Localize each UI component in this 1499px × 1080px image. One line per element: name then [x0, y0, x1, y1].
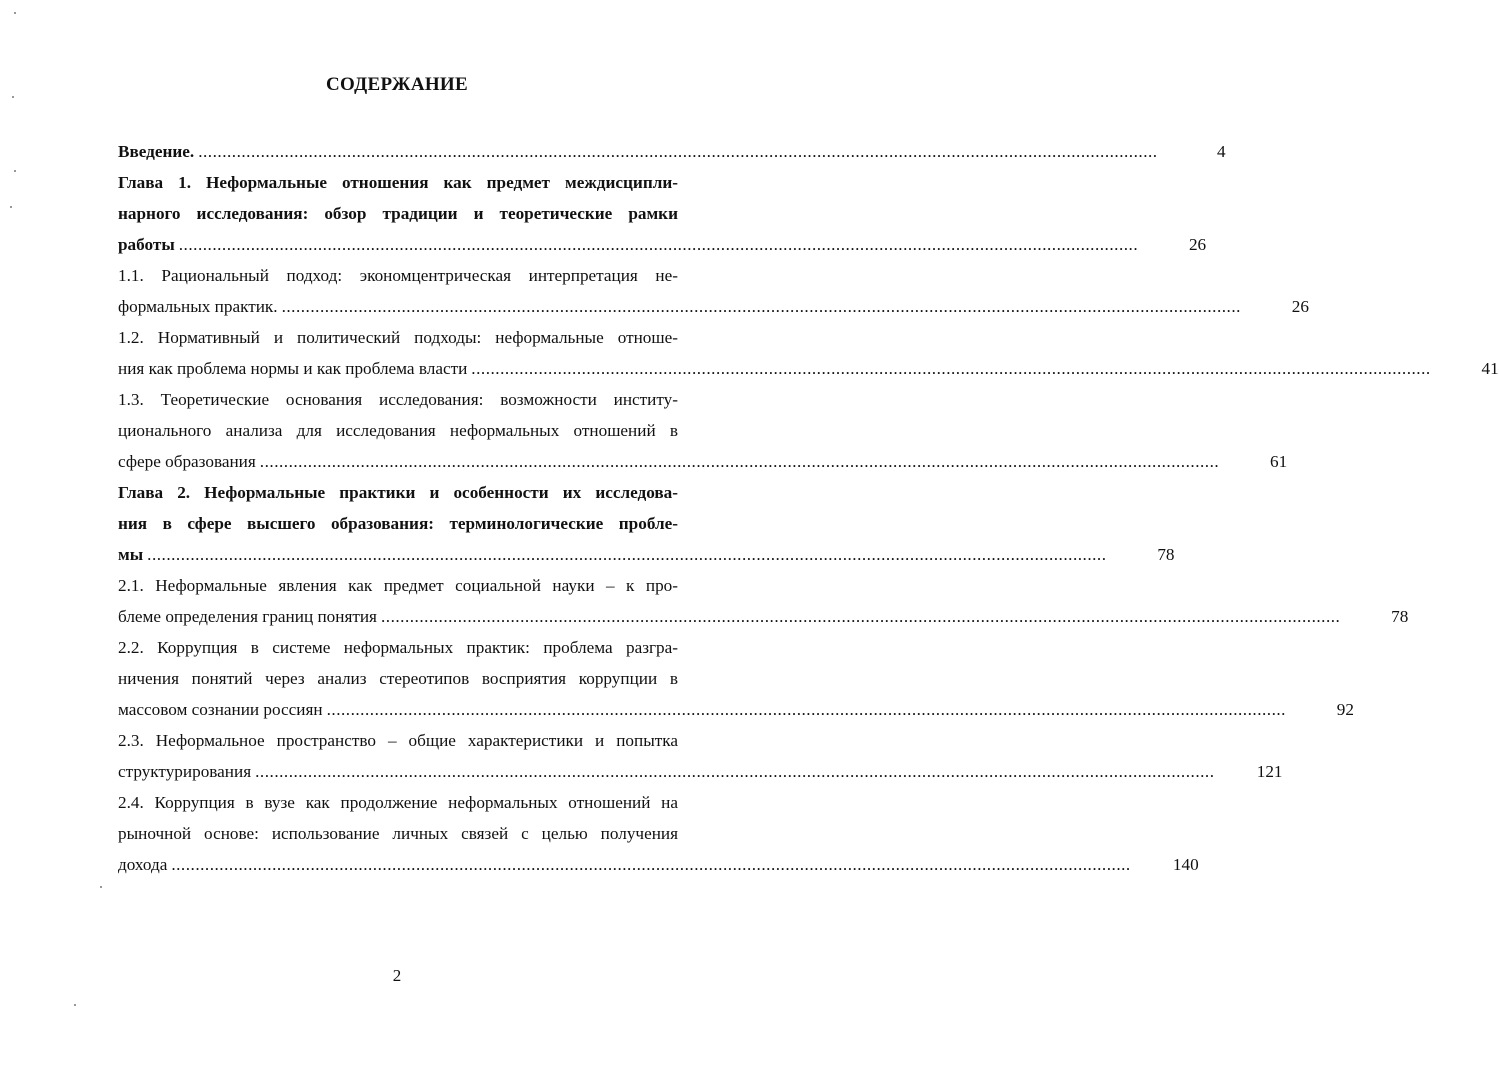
- dot-leader: ........................................................................................................................................................................................................: [178, 235, 1139, 254]
- scan-speck: [12, 96, 14, 98]
- toc-line: ционального анализа для исследования неформальных отношений в: [118, 421, 678, 440]
- toc-entry-text: дохода: [118, 855, 168, 874]
- toc-line: 1.2. Нормативный и политический подходы: неформальные отноше-: [118, 328, 678, 347]
- toc-page-number: 78: [1157, 545, 1175, 564]
- toc-entry-text: структурирования: [118, 762, 252, 781]
- dot-leader: ........................................................................................................................................................................................................: [380, 607, 1341, 626]
- toc-last-line: [118, 136, 1226, 167]
- toc-entry-intro: [118, 136, 1226, 167]
- toc-entry-section-1-2: [118, 322, 1499, 384]
- page-title: СОДЕРЖАНИЕ: [326, 74, 468, 95]
- toc-entry-text: сфере образования: [118, 452, 256, 471]
- toc-line: 2.2. Коррупция в системе неформальных практик: проблема разгра-: [118, 638, 678, 657]
- toc-entry-chapter-2: [118, 477, 1175, 570]
- toc-entry-text: мы: [118, 545, 144, 564]
- toc-page-number: 61: [1269, 452, 1288, 471]
- toc-entry-text: массовом сознании россиян: [118, 700, 323, 719]
- dot-leader: ........................................................................................................................................................................................................: [198, 142, 1158, 161]
- toc-last-line: [118, 291, 1309, 322]
- toc-line: нарного исследования: обзор традиции и теоретические рамки: [118, 204, 678, 223]
- scan-speck: [14, 12, 16, 14]
- toc-line: 2.4. Коррупция в вузе как продолжение неформальных отношений на: [118, 793, 678, 812]
- toc-last-line: [118, 353, 1499, 384]
- dot-leader: ........................................................................................................................................................................................................: [259, 452, 1220, 471]
- toc-entry-section-2-2: [118, 632, 1354, 725]
- dot-leader: ........................................................................................................................................................................................................: [171, 855, 1131, 874]
- scan-speck: [74, 1004, 76, 1006]
- toc-entry-section-1-3: [118, 384, 1288, 477]
- toc-line: рыночной основе: использование личных связей с целью получения: [118, 824, 678, 843]
- toc-entry-text: Введение.: [118, 142, 195, 161]
- toc-line: 2.3. Неформальное пространство – общие характеристики и попытка: [118, 731, 678, 750]
- toc-entry-text: формальных практик.: [118, 297, 278, 316]
- toc-entry-section-2-3: [118, 725, 1283, 787]
- toc-line: 1.3. Теоретические основания исследования: возможности институ-: [118, 390, 678, 409]
- toc-last-line: [118, 849, 1199, 880]
- toc-page-number: 26: [1291, 297, 1309, 316]
- toc-page-number: 78: [1391, 607, 1409, 626]
- toc-page-number: 140: [1172, 855, 1199, 874]
- toc-page-number: 4: [1216, 142, 1226, 161]
- dot-leader: ........................................................................................................................................................................................................: [326, 700, 1286, 719]
- toc-last-line: [118, 694, 1354, 725]
- toc-entry-text: работы: [118, 235, 175, 254]
- page-number: 2: [392, 966, 402, 985]
- toc-line: Глава 1. Неформальные отношения как предмет междисципли-: [118, 173, 678, 192]
- toc-page-number: 26: [1188, 235, 1207, 254]
- toc-line: 2.1. Неформальные явления как предмет социальной науки – к про-: [118, 576, 678, 595]
- toc-entry-section-1-1: [118, 260, 1309, 322]
- toc-entry-chapter-1: [118, 167, 1207, 260]
- scan-speck: [14, 170, 16, 172]
- scan-speck: [10, 206, 12, 208]
- toc-line: ния в сфере высшего образования: терминологические пробле-: [118, 514, 678, 533]
- toc-entry-section-2-1: [118, 570, 1409, 632]
- dot-leader: ........................................................................................................................................................................................................: [147, 545, 1107, 564]
- toc-last-line: [118, 601, 1409, 632]
- dot-leader: ........................................................................................................................................................................................................: [255, 762, 1215, 781]
- dot-leader: ........................................................................................................................................................................................................: [471, 359, 1431, 378]
- toc-entry-text: ния как проблема нормы и как проблема власти: [118, 359, 468, 378]
- toc-last-line: [118, 229, 1207, 260]
- scan-speck: [100, 886, 102, 888]
- toc-page-number: 92: [1336, 700, 1354, 719]
- toc-line: ничения понятий через анализ стереотипов восприятия коррупции в: [118, 669, 678, 688]
- table-of-contents: [118, 136, 1499, 880]
- toc-entry-section-2-4: [118, 787, 1199, 880]
- dot-leader: ........................................................................................................................................................................................................: [281, 297, 1241, 316]
- toc-page-number: 121: [1256, 762, 1283, 781]
- toc-page-number: 41: [1481, 359, 1499, 378]
- toc-line: Глава 2. Неформальные практики и особенности их исследова-: [118, 483, 678, 502]
- toc-line: 1.1. Рациональный подход: экономцентрическая интерпретация не-: [118, 266, 678, 285]
- toc-entry-text: блеме определения границ понятия: [118, 607, 377, 626]
- toc-last-line: [118, 756, 1283, 787]
- toc-last-line: [118, 446, 1288, 477]
- toc-last-line: [118, 539, 1175, 570]
